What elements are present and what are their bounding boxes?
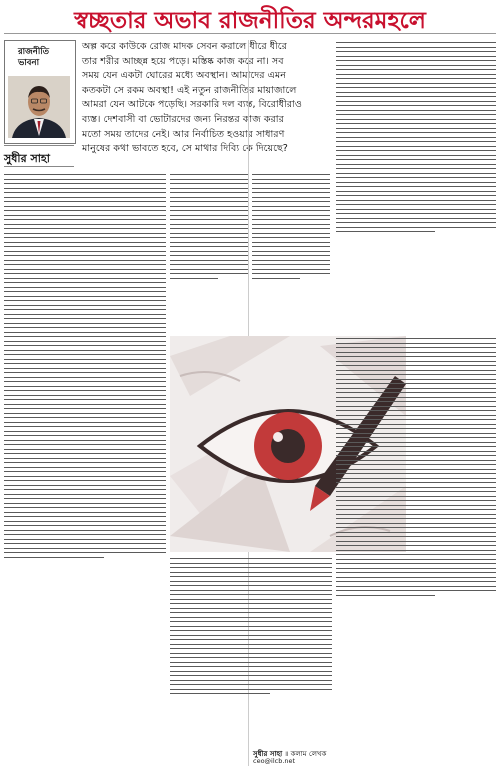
article-column-2-bottom (170, 556, 332, 766)
column-name (18, 47, 49, 69)
body-text (252, 174, 330, 279)
article-column-4-top (336, 40, 496, 332)
body-text (336, 338, 496, 596)
body-text (4, 174, 166, 558)
body-text (336, 42, 496, 232)
article-column-2-top (170, 172, 248, 332)
author-role: কলাম লেখক (290, 750, 327, 758)
article-headline: স্বচ্ছতার অভাব রাজনীতির অন্দরমহলে (74, 7, 426, 34)
author-name-bottom: সুধীর সাহা (253, 750, 283, 758)
headline-divider (4, 33, 496, 34)
author-name-top: সুধীর সাহা (4, 152, 50, 165)
article-column-3-top (252, 172, 330, 332)
author-role-separator: ॥ (284, 750, 291, 758)
author-portrait (8, 76, 70, 138)
article-column-4-bottom (336, 336, 496, 740)
portrait-drawing (8, 76, 70, 138)
body-text (170, 174, 248, 279)
body-text (170, 558, 332, 694)
author-rule-lower (4, 166, 74, 167)
author-rule-upper (4, 145, 74, 146)
column-name-line-1: রাজনীতি (18, 47, 50, 57)
pull-quote: অল্প করে কাউকে রোজ মাদক সেবন করালে ধীরে ধীরে তার শরীর আচ্ছন্ন হয়ে পড়ে। মস্তিষ্ক কাজ করে না। সব সময় যেন একটা ঘোরের মধ্যে অবস্থান। আমাদের এমন কতকটা সে রকম অবস্থা! এই নতুন রাজনীতির মায়াজালে আমরা যেন আটকে পড়েছি। সরকারি দল ব্যস্ত, বিরোধীরাও ব্যস্ত। দেশবাসী বা ভোটারদের জন্য নিরন্তর কাজ করার মতো সময় তাদের নেই। আর নির্বাচিত হওয়ার সাধারণ মানুষের কথা ভাবতে হবে, সে মাথার দিব্যি কে দিয়েছে? (82, 41, 302, 155)
author-email: ceo@ilcb.net (253, 757, 296, 765)
article-column-1 (4, 172, 166, 764)
column-name-line-2: ভাবনা (18, 58, 40, 68)
